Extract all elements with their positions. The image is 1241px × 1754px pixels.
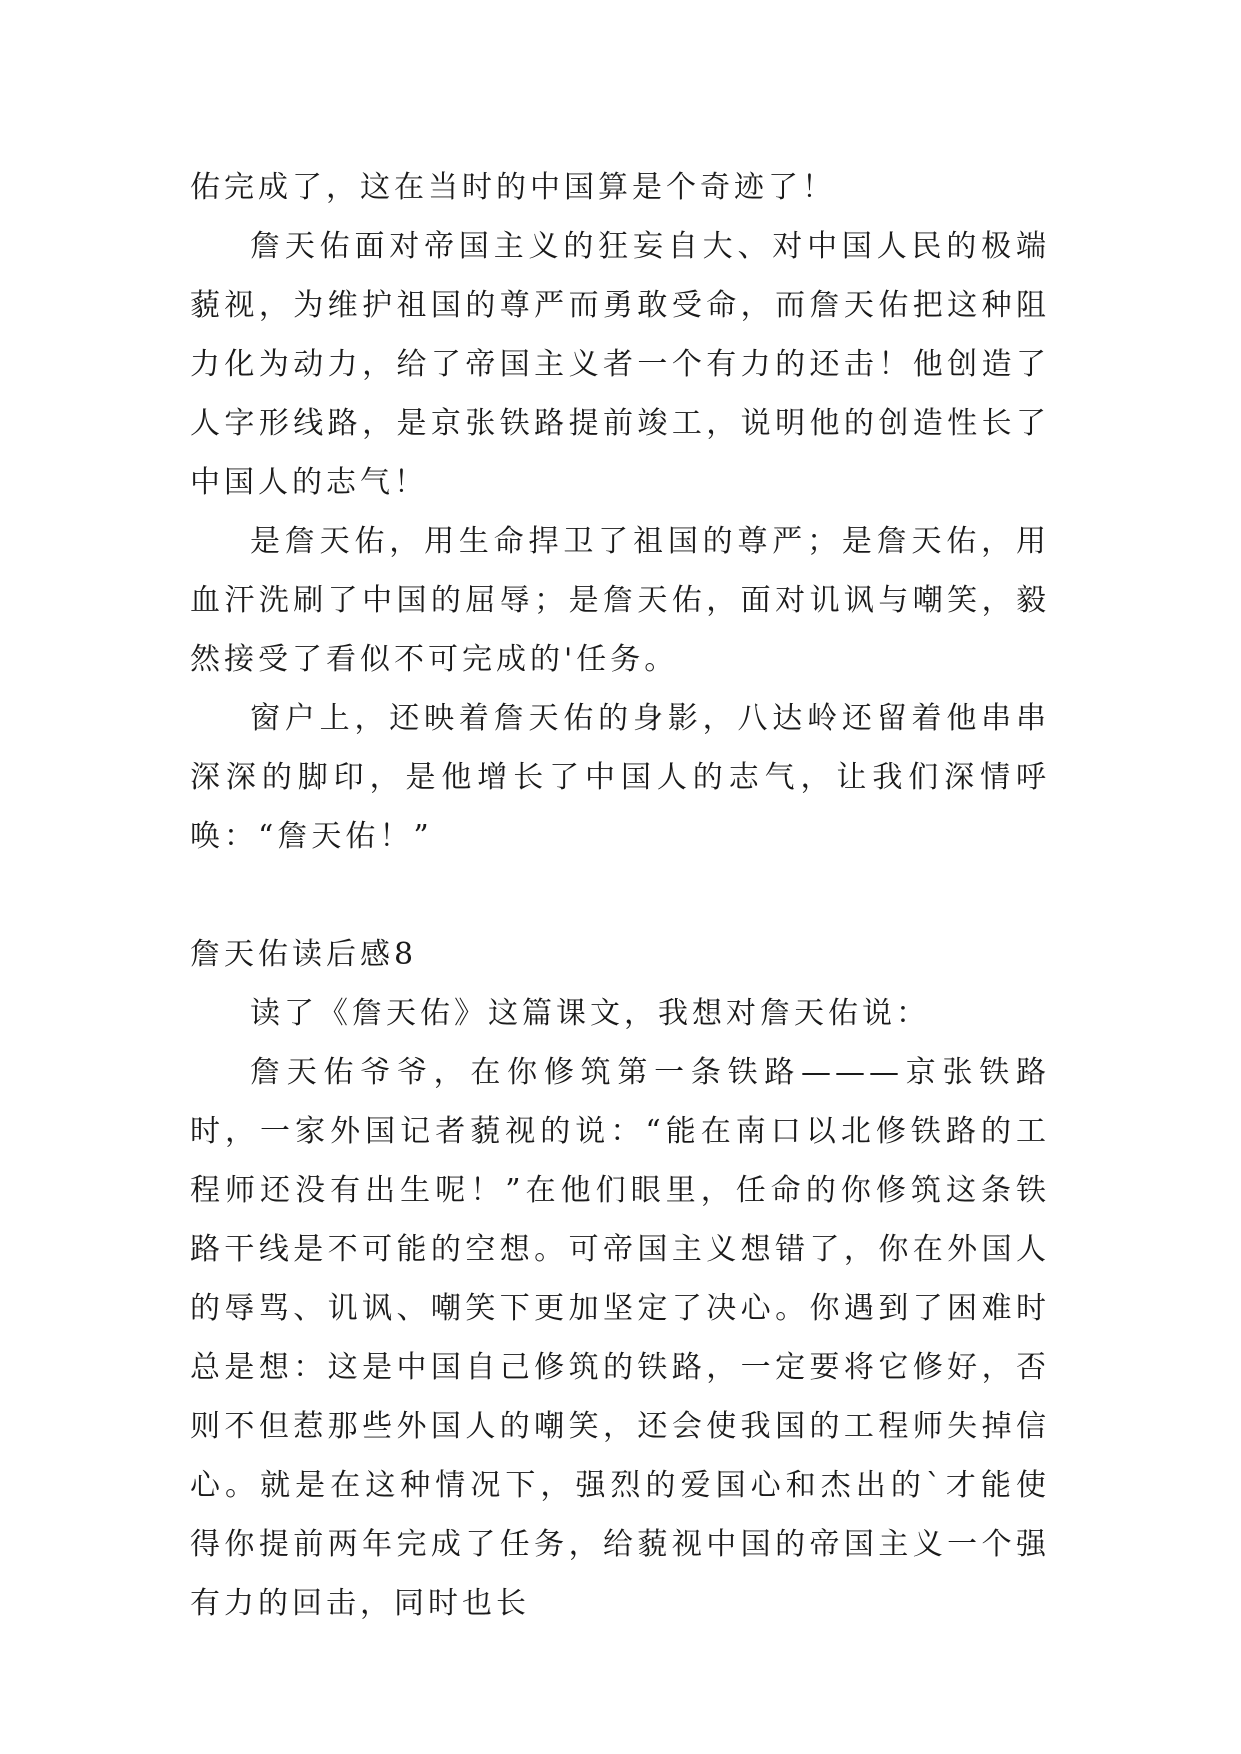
- section-title: 詹天佑读后感8: [190, 937, 418, 972]
- paragraph-intro: 读了《詹天佑》这篇课文，我想对詹天佑说：: [250, 996, 930, 1031]
- document-body: [190, 158, 1050, 1633]
- paragraph-continuation: 佑完成了，这在当时的中国算是个奇迹了！: [190, 170, 836, 205]
- paragraph-legacy: 窗户上，还映着詹天佑的身影，八达岭还留着他串串深深的脚印，是他增长了中国人的志气，让我们深情呼唤：“詹天佑！”: [190, 701, 1050, 854]
- paragraph-defiance: 詹天佑面对帝国主义的狂妄自大、对中国人民的极端藐视，为维护祖国的尊严而勇敢受命，而詹天佑把这种阻力化为动力，给了帝国主义者一个有力的还击！他创造了人字形线路，是京张铁路提前竣工，说明他的创造性长了中国人的志气！: [190, 229, 1050, 500]
- section-spacer: [190, 866, 1050, 925]
- paragraph-letter: 詹天佑爷爷，在你修筑第一条铁路———京张铁路时，一家外国记者藐视的说：“能在南口以北修铁路的工程师还没有出生呢！”在他们眼里，任命的你修筑这条铁路干线是不可能的空想。可帝国主义想错了，你在外国人的辱骂、讥讽、嘲笑下更加坚定了决心。你遇到了困难时总是想：这是中国自己修筑的铁路，一定要将它修好，否则不但惹那些外国人的嘲笑，还会使我国的工程师失掉信心。就是在这种情况下，强烈的爱国心和杰出的`才能使得你提前两年完成了任务，给藐视中国的帝国主义一个强有力的回击，同时也长: [190, 1055, 1050, 1621]
- paragraph-dignity: 是詹天佑，用生命捍卫了祖国的尊严；是詹天佑，用血汗洗刷了中国的屈辱；是詹天佑，面对讥讽与嘲笑，毅然接受了看似不可完成的'任务。: [190, 524, 1050, 677]
